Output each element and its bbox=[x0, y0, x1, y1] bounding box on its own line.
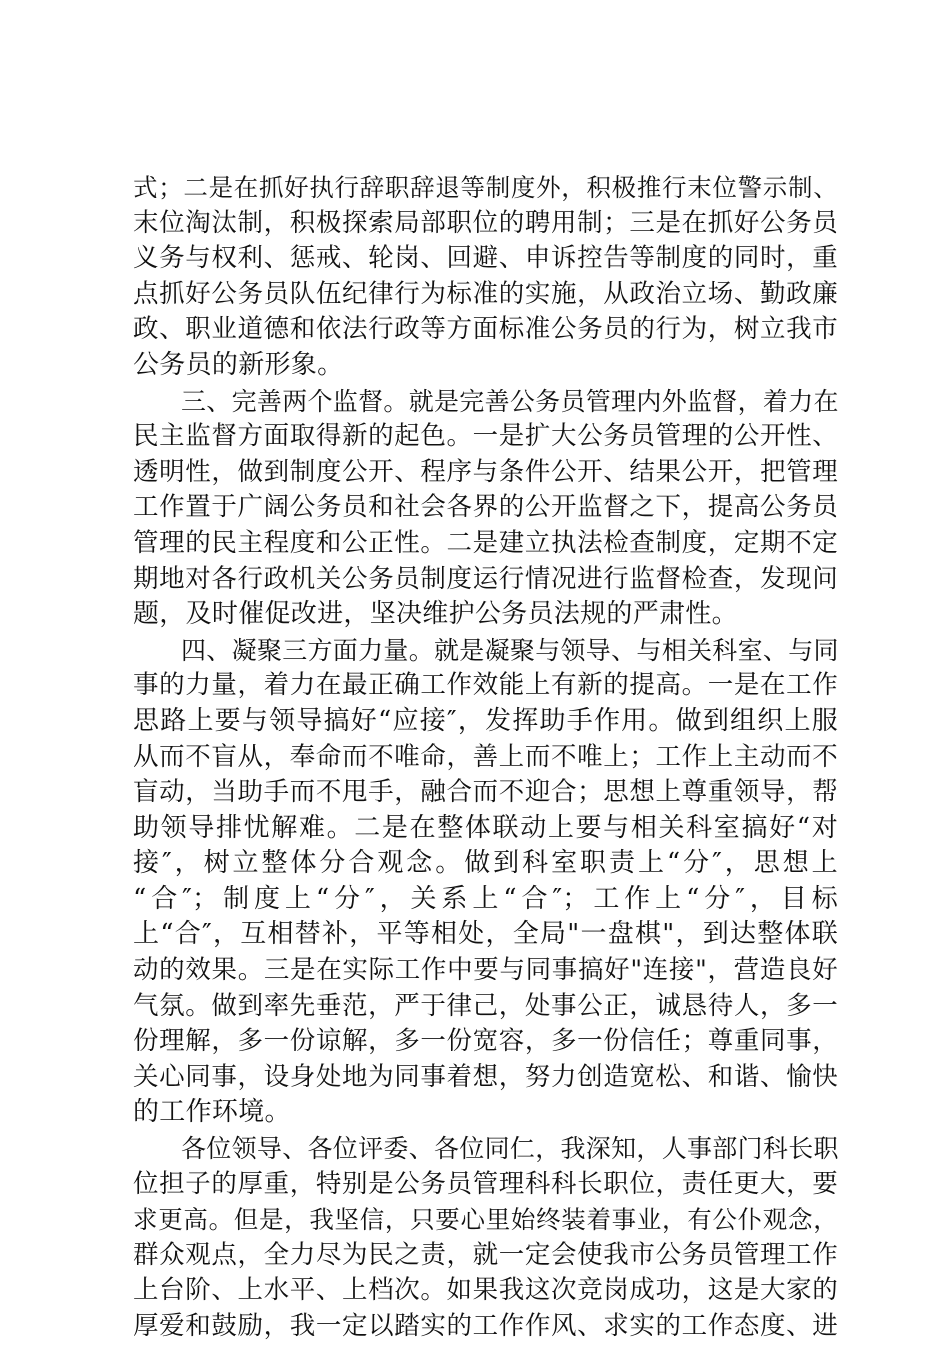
text-line: 厚爱和鼓励，我一定以踏实的工作作风、求实的工作态度、进 bbox=[133, 1311, 838, 1341]
text-line: 思路上要与领导搞好“应接″，发挥助手作用。做到组织上服 bbox=[133, 705, 838, 736]
text-line: 式；二是在抓好执行辞职辞退等制度外，积极推行末位警示制、 bbox=[133, 173, 838, 202]
text-line: 上“合″，互相替补，平等相处，全局"一盘棋"，到达整体联 bbox=[133, 919, 838, 950]
text-line: 透明性，做到制度公开、程序与条件公开、结果公开，把管理 bbox=[133, 456, 838, 487]
text-line: 群众观点，全力尽为民之责，就一定会使我市公务员管理工作 bbox=[133, 1239, 838, 1270]
text-line: 管理的民主程度和公正性。二是建立执法检查制度，定期不定 bbox=[133, 527, 838, 558]
text-line: 政、职业道德和依法行政等方面标准公务员的行为，树立我市 bbox=[133, 314, 838, 345]
text-line: 上台阶、上水平、上档次。如果我这次竞岗成功，这是大家的 bbox=[133, 1275, 838, 1306]
text-line: 位担子的厚重，特别是公务员管理科科长职位，责任更大，要 bbox=[133, 1168, 838, 1199]
text-line: 盲动，当助手而不甩手，融合而不迎合；思想上尊重领导，帮 bbox=[133, 777, 838, 808]
text-line: 公务员的新形象。 bbox=[133, 349, 344, 380]
text-line: 末位淘汰制，积极探索局部职位的聘用制；三是在抓好公务员 bbox=[133, 207, 838, 238]
text-line: 期地对各行政机关公务员制度运行情况进行监督检查，发现问 bbox=[133, 563, 838, 594]
body-text bbox=[133, 170, 838, 1345]
text-line: 气氛。做到率先垂范，严于律己，处事公正，诚恳待人，多一 bbox=[133, 990, 838, 1021]
text-line: 义务与权利、惩戒、轮岗、回避、申诉控告等制度的同时，重 bbox=[133, 243, 838, 274]
text-line: 点抓好公务员队伍纪律行为标准的实施，从政治立场、勤政廉 bbox=[133, 278, 838, 309]
text-line: 从而不盲从，奉命而不唯命，善上而不唯上；工作上主动而不 bbox=[133, 741, 838, 772]
text-line: “合″；制度上“分″，关系上“合″；工作上“分″，目标 bbox=[133, 883, 838, 914]
text-line: 求更高。但是，我坚信，只要心里始终装着事业，有公仆观念， bbox=[133, 1205, 838, 1235]
text-line: 题，及时催促改进，坚决维护公务员法规的严肃性。 bbox=[133, 599, 738, 630]
text-line: 的工作环境。 bbox=[133, 1097, 291, 1128]
paragraph-start-line: 各位领导、各位评委、各位同仁，我深知，人事部门科长职 bbox=[181, 1134, 839, 1164]
text-line: 助领导排忧解难。二是在整体联动上要与相关科室搞好“对 bbox=[133, 812, 838, 843]
text-line: 民主监督方面取得新的起色。一是扩大公务员管理的公开性、 bbox=[133, 421, 838, 452]
text-line: 工作置于广阔公务员和社会各界的公开监督之下，提高公务员 bbox=[133, 492, 838, 523]
text-line: 份理解，多一份谅解，多一份宽容，多一份信任；尊重同事， bbox=[133, 1026, 838, 1057]
text-line: 事的力量，着力在最正确工作效能上有新的提高。一是在工作 bbox=[133, 670, 838, 701]
text-line: 动的效果。三是在实际工作中要与同事搞好"连接"，营造良好 bbox=[133, 955, 838, 986]
text-line: 接″，树立整体分合观念。做到科室职责上“分″，思想上 bbox=[133, 848, 838, 879]
paragraph-start-line: 四、凝聚三方面力量。就是凝聚与领导、与相关科室、与同 bbox=[181, 635, 839, 665]
text-line: 关心同事，设身处地为同事着想，努力创造宽松、和谐、愉快 bbox=[133, 1061, 838, 1092]
paragraph-start-line: 三、完善两个监督。就是完善公务员管理内外监督，着力在 bbox=[181, 386, 839, 416]
